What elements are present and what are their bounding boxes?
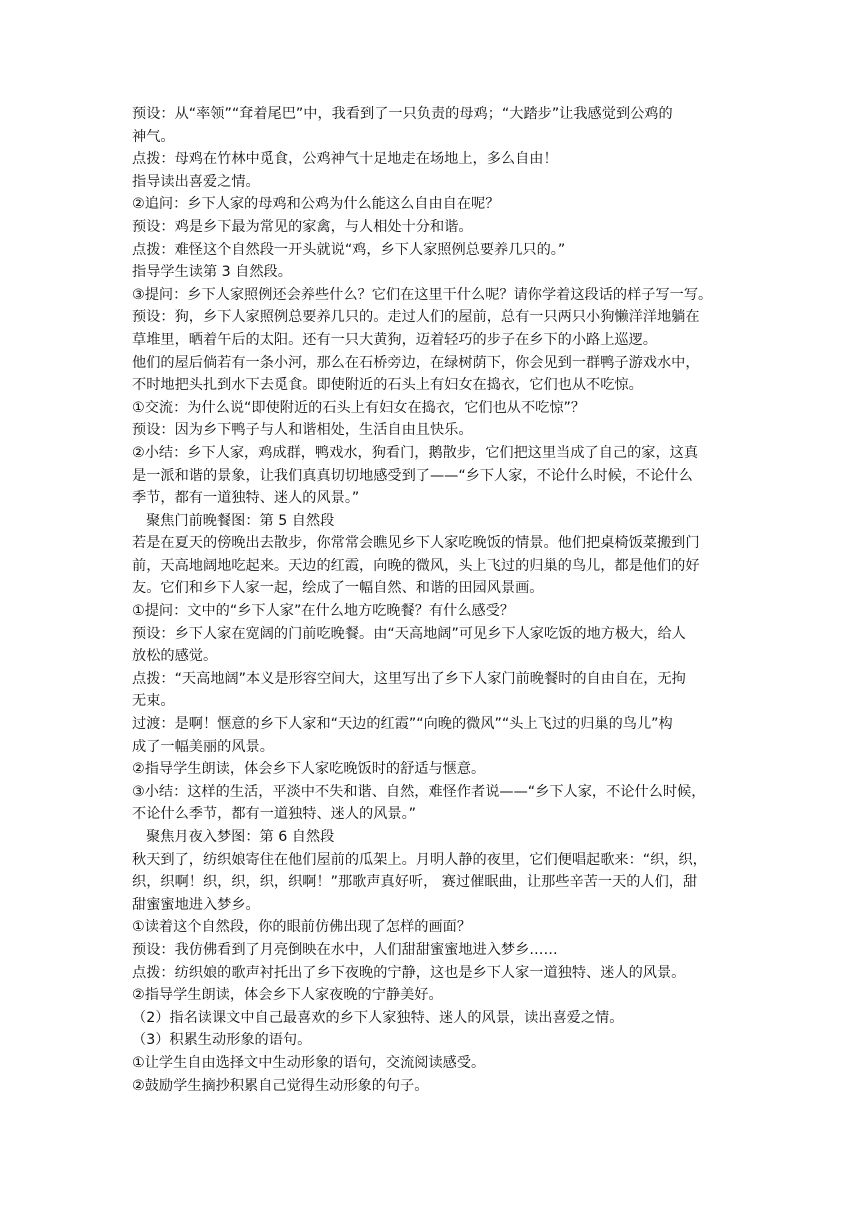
text-line: 点拨：母鸡在竹林中觅食，公鸡神气十足地走在场地上，多么自由！: [132, 151, 558, 168]
text-line: 草堆里，晒着午后的太阳。还有一只大黄狗，迈着轻巧的步子在乡下的小路上巡逻。: [132, 331, 657, 348]
text-line: 点拨：难怪这个自然段一开头就说“鸡，乡下人家照例总要养几只的。”: [132, 241, 566, 258]
text-line: ①提问：文中的“乡下人家”在什么地方吃晚餐？有什么感受？: [132, 603, 515, 620]
text-line: 季节，都有一道独特、迷人的风景。”: [132, 490, 360, 507]
text-line: ②小结：乡下人家，鸡成群，鸭戏水，狗看门，鹅散步，它们把这里当成了自己的家，这真: [132, 444, 699, 461]
text-line: ①读着这个自然段，你的眼前仿佛出现了怎样的画面？: [132, 919, 472, 936]
section-heading: 聚焦月夜入梦图：第 6 自然段: [146, 829, 335, 845]
text-line: 是一派和谐的景象，让我们真真切切地感受到了——“乡下人家，不论什么时候，不论什么: [132, 467, 693, 484]
text-line: ①交流：为什么说“即使附近的石头上有妇女在捣衣，它们也从不吃惊”？: [132, 399, 586, 416]
text-line: 预设：乡下人家在宽阔的门前吃晚餐。由“天高地阔”可见乡下人家吃饭的地方极大，给人: [132, 625, 686, 642]
text-line: 前，天高地阔地吃起来。天边的红霞，向晚的微风，头上飞过的归巢的鸟儿，都是他们的好: [132, 557, 700, 574]
text-line: （2）指名读课文中自己最喜欢的乡下人家独特、迷人的风景，读出喜爱之情。: [132, 1009, 624, 1026]
text-line: 点拨：“天高地阔”本义是形容空间大，这里写出了乡下人家门前晚餐时的自由自在，无拘: [132, 670, 686, 687]
text-line: ③小结：这样的生活，平淡中不失和谐、自然，难怪作者说——“乡下人家，不论什么时候，: [132, 783, 706, 800]
text-line: 织，织啊！织，织，织，织啊！”那歌声真好听， 赛过催眠曲，让那些辛苦一天的人们，甜: [132, 874, 698, 891]
text-line: 放松的感觉。: [132, 648, 218, 665]
text-line: 预设：我仿佛看到了月亮倒映在水中，人们甜甜蜜蜜地进入梦乡……: [132, 941, 558, 958]
text-line: 点拨：纺织娘的歌声衬托出了乡下夜晚的宁静，这也是乡下人家一道独特、迷人的风景。: [132, 964, 686, 981]
text-line: 若是在夏天的傍晚出去散步，你常常会瞧见乡下人家吃晚饭的情景。他们把桌椅饭菜搬到门: [132, 535, 700, 552]
text-line: 预设：狗，乡下人家照例总要养几只的。走过人们的屋前，总有一只两只小狗懒洋洋地躺在: [132, 309, 700, 326]
text-line: ②指导学生朗读，体会乡下人家吃晚饭时的舒适与惬意。: [132, 761, 486, 778]
section-heading: 聚焦门前晚餐图：第 5 自然段: [146, 512, 335, 529]
text-line: 神气。: [132, 128, 175, 145]
text-line: ②鼓励学生摘抄积累自己觉得生动形象的句子。: [132, 1077, 429, 1094]
text-line: ③提问：乡下人家照例还会养些什么？它们在这里干什么呢？请你学着这段话的样子写一写。: [132, 286, 713, 303]
text-line: 过渡：是啊！惬意的乡下人家和“天边的红霞”“向晚的微风”“头上飞过的归巢的鸟儿”构: [132, 716, 673, 733]
text-line: 秋天到了，纺织娘寄住在他们屋前的瓜架上。月明人静的夜里，它们便唱起歌来：“织，织，: [132, 851, 707, 868]
text-line: （3）积累生动形象的语句。: [132, 1032, 312, 1049]
text-line: 甜蜜蜜地进入梦乡。: [132, 896, 260, 913]
text-line: 友。它们和乡下人家一起，绘成了一幅自然、和谐的田园风景画。: [132, 580, 544, 597]
text-line: ②指导学生朗读，体会乡下人家夜晚的宁静美好。: [132, 987, 443, 1004]
text-line: ②追问：乡下人家的母鸡和公鸡为什么能这么自由自在呢？: [132, 196, 500, 213]
text-line: 不论什么季节，都有一道独特、迷人的风景。”: [132, 806, 417, 823]
text-line: 无束。: [132, 693, 175, 710]
text-line: 指导学生读第 3 自然段。: [132, 264, 292, 281]
text-line: 成了一幅美丽的风景。: [132, 738, 274, 755]
document-body: [132, 103, 744, 1097]
text-line: 指导读出喜爱之情。: [132, 173, 260, 190]
text-line: 预设：因为乡下鸭子与人和谐相处，生活自由且快乐。: [132, 422, 473, 439]
text-line: 预设：从“率领”“耷着尾巴”中，我看到了一只负责的母鸡；“大踏步”让我感觉到公鸡的: [132, 106, 673, 122]
text-line: ①让学生自由选择文中生动形象的语句，交流阅读感受。: [132, 1054, 486, 1071]
text-line: 预设：鸡是乡下最为常见的家禽，与人相处十分和谐。: [132, 218, 473, 235]
text-line: 不时地把头扎到水下去觅食。即使附近的石头上有妇女在捣衣，它们也从不吃惊。: [132, 377, 643, 394]
text-line: 他们的屋后倘若有一条小河，那么在石桥旁边，在绿树荫下，你会见到一群鸭子游戏水中，: [132, 354, 700, 371]
